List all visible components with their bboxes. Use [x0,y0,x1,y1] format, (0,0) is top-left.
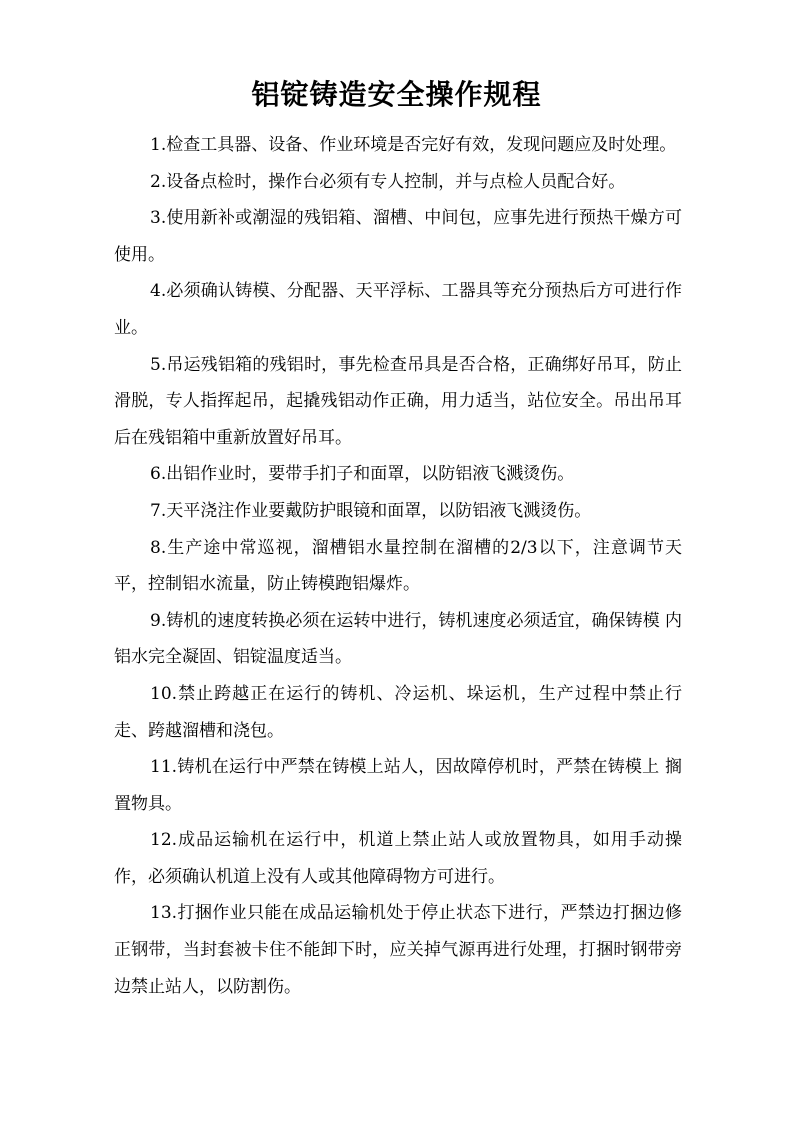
rule-paragraph-2: 2.设备点检时，操作台必须有专人控制，并与点检人员配合好。 [150,171,626,192]
rule-paragraph-9: 9.铸机的速度转换必须在运转中进行，铸机速度必须适宜，确保铸模 内铝水完全凝固、铝锭温度适当。 [114,610,682,668]
rules-list [114,127,682,1005]
rule-paragraph-11: 11.铸机在运行中严禁在铸模上站人，因故障停机时，严禁在铸模上 搁置物具。 [114,757,682,814]
rule-paragraph-1: 1.检查工具器、设备、作业环境是否完好有效，发现问题应及时处理。 [150,135,677,155]
rule-paragraph-13: 13.打捆作业只能在成品运输机处于停止状态下进行，严禁边打捆边修正钢带，当封套被卡住不能卸下时，应关掉气源再进行处理，打捆时钢带旁边禁止站人，以防割伤。 [114,903,682,997]
rule-paragraph-6: 6.出铝作业时，要带手扪子和面罩，以防铝液飞溅烫伤。 [150,464,575,485]
rule-paragraph-8: 8.生产途中常巡视，溜槽铝水量控制在溜槽的2/3以下，注意调节天 平，控制铝水流量，防止铸模跑铝爆炸。 [114,537,682,595]
rule-paragraph-4: 4.必须确认铸模、分配器、天平浮标、工器具等充分预热后方可进行作业。 [114,281,682,338]
rule-paragraph-5: 5.吊运残铝箱的残铝时，事先检查吊具是否合格，正确绑好吊耳，防止滑脱，专人指挥起吊，起撬残铝动作正确，用力适当，站位安全。吊出吊耳后在残铝箱中重新放置好吊耳。 [114,354,682,448]
rule-paragraph-7: 7.天平浇注作业要戴防护眼镜和面罩，以防铝液飞溅烫伤。 [150,500,592,521]
rule-paragraph-12: 12.成品运输机在运行中，机道上禁止站人或放置物具，如用手动操作，必须确认机道上没有人或其他障碍物方可进行。 [114,830,682,887]
rule-paragraph-3: 3.使用新补或潮湿的残铝箱、溜槽、中间包，应事先进行预热干燥方可使用。 [114,208,682,265]
rule-paragraph-10: 10.禁止跨越正在运行的铸机、冷运机、垛运机，生产过程中禁止行走、跨越溜槽和浇包。 [114,683,682,741]
page-title: 铝锭铸造安全操作规程 [251,78,542,111]
